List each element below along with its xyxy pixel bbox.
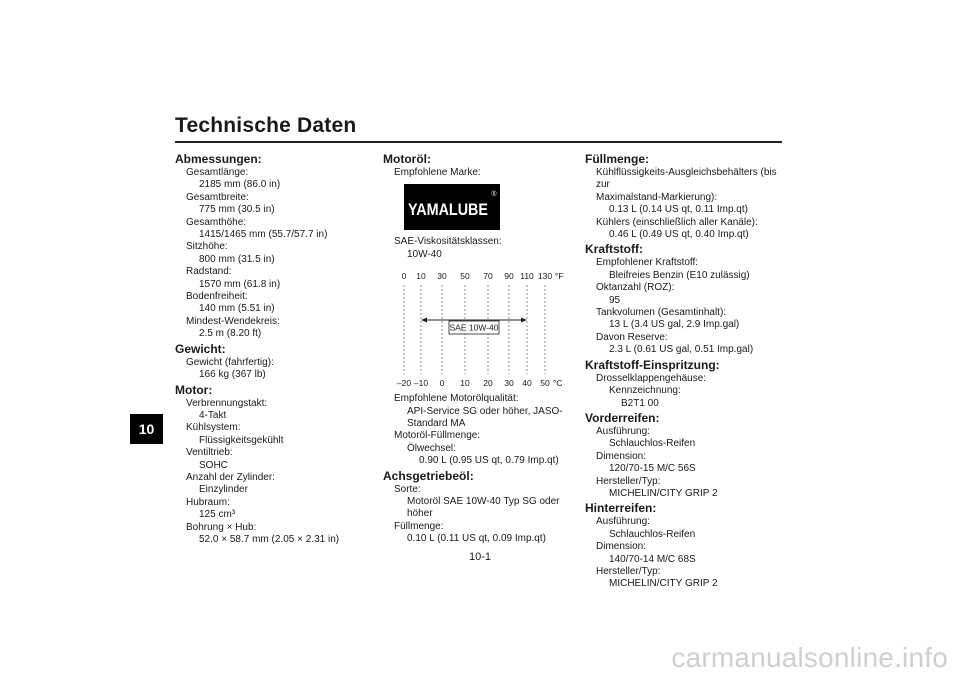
section-heading-abmessungen: Abmessungen: (175, 152, 262, 166)
spec-label: Bodenfreiheit: (186, 291, 248, 303)
page-number: 10-1 (468, 551, 492, 563)
range-arrow-right (521, 318, 527, 323)
spec-value: 0.46 L (0.49 US qt, 0.40 Imp.qt) (609, 229, 749, 241)
spec-value: Schlauchlos-Reifen (609, 528, 696, 540)
range-label: SAE 10W-40 (449, 322, 499, 333)
section-heading-achsgetriebeoel: Achsgetriebeöl: (383, 468, 474, 483)
spec-label: Empfohlener Kraftstoff: (596, 257, 699, 269)
spec-value: MICHELIN/CITY GRIP 2 (609, 578, 718, 590)
spec-value: 140/70-14 M/C 68S (609, 553, 696, 565)
viscosity-chart-svg (392, 265, 562, 389)
spec-value: 120/70-15 M/C 56S (609, 463, 696, 475)
section-heading-fuellmenge: Füllmenge: (585, 152, 650, 166)
spec-label: Dimension: (596, 450, 647, 462)
bottom-tick-label: 30 (504, 378, 514, 389)
spec-value: API-Service SG oder höher, JASO- (407, 405, 563, 417)
top-tick-label: 30 (437, 271, 447, 282)
spec-label: Ölwechsel: (407, 442, 456, 454)
section-heading-vorderreifen: Vorderreifen: (585, 410, 660, 425)
spec-label: Gesamtbreite: (186, 191, 249, 203)
spec-value: 52.0 × 58.7 mm (2.05 × 2.31 in) (199, 533, 340, 545)
spec-value: 0.13 L (0.14 US qt, 0.11 Imp.qt) (609, 204, 748, 216)
bottom-tick-label: 40 (522, 378, 532, 389)
spec-label: Kühlsystem: (186, 422, 241, 434)
spec-value: 2185 mm (86.0 in) (199, 179, 281, 191)
spec-label: Gesamtlänge: (186, 167, 249, 178)
spec-value: Standard MA (407, 418, 466, 430)
spec-value: 0.90 L (0.95 US qt, 0.79 Imp.qt) (419, 455, 559, 467)
section-heading-einspritzung: Kraftstoff-Einspritzung: (585, 357, 720, 372)
spec-label: Hersteller/Typ: (596, 565, 661, 577)
spec-label: Drosselklappengehäuse: (596, 372, 707, 384)
spec-label: SAE-Viskositätsklassen: (394, 236, 502, 248)
spec-label: Anzahl der Zylinder: (186, 471, 275, 483)
spec-label: Gesamthöhe: (186, 216, 247, 228)
spec-value: 800 mm (31.5 in) (199, 253, 275, 265)
spec-value: SOHC (199, 459, 228, 471)
bottom-tick-label: 10 (460, 378, 470, 389)
bottom-axis-unit: °C (553, 378, 563, 389)
spec-label: Radstand: (186, 266, 232, 278)
spec-label: Dimension: (596, 541, 647, 553)
section-heading-gewicht: Gewicht: (175, 341, 226, 356)
spec-label: Verbrennungstakt: (186, 397, 268, 409)
bottom-tick-label: –20 (396, 378, 412, 389)
spec-label: Davon Reserve: (596, 331, 668, 343)
top-tick-label: 50 (460, 271, 470, 282)
spec-value: 13 L (3.4 US gal, 2.9 Imp.gal) (609, 319, 740, 331)
spec-value: Einzylinder (199, 484, 248, 496)
spec-value: Flüssigkeitsgekühlt (199, 434, 284, 446)
bottom-tick-label: 20 (483, 378, 493, 389)
column-3 (585, 151, 785, 591)
spec-label: Sorte: (394, 483, 421, 495)
top-tick-label: 110 (520, 271, 534, 282)
spec-value: 4-Takt (199, 409, 227, 421)
spec-label: Ventiltrieb: (186, 447, 233, 459)
spec-label: Motoröl-Füllmenge: (394, 430, 481, 442)
spec-value: Schlauchlos-Reifen (609, 438, 696, 450)
spec-label: Kühlers (einschließlich aller Kanäle): (596, 216, 758, 228)
top-tick-label: 70 (483, 271, 493, 282)
spec-label: Füllmenge: (394, 520, 444, 532)
top-tick-label: 130 (537, 271, 553, 282)
spec-label: Sitzhöhe: (186, 241, 228, 253)
spec-value: 1570 mm (61.8 in) (199, 278, 281, 290)
logo-registered-mark: ® (491, 191, 497, 199)
spec-label: Maximalstand-Markierung): (596, 191, 718, 203)
spec-value: 2.3 L (0.61 US gal, 0.51 Imp.gal) (609, 344, 754, 356)
spec-label: Bohrung × Hub: (186, 521, 257, 533)
section-heading-hinterreifen: Hinterreifen: (585, 501, 657, 516)
spec-label: Mindest-Wendekreis: (186, 315, 280, 327)
spec-value: B2T1 00 (621, 397, 659, 409)
spec-value: MICHELIN/CITY GRIP 2 (609, 487, 718, 499)
top-tick-label: 10 (416, 271, 426, 282)
section-heading-motor: Motor: (175, 382, 213, 397)
title-divider (175, 141, 782, 143)
spec-value: Motoröl SAE 10W-40 Typ SG oder höher (407, 496, 560, 520)
spec-label: Kennzeichnung: (609, 385, 681, 397)
spec-value: 0.10 L (0.11 US qt, 0.09 Imp.qt) (407, 533, 546, 545)
spec-label: Gewicht (fahrfertig): (186, 356, 274, 368)
spec-label: Tankvolumen (Gesamtinhalt): (596, 307, 727, 319)
chapter-tab[interactable]: 10 (130, 414, 163, 444)
bottom-tick-label: 0 (439, 378, 445, 389)
spec-value: 2.5 m (8.20 ft) (199, 328, 262, 340)
bottom-tick-label: 50 (540, 378, 550, 389)
spec-label: Kühlflüssigkeits-Ausgleichsbehälters (bis zur (596, 167, 777, 191)
spec-value: 95 (609, 294, 621, 306)
spec-value: 775 mm (30.5 in) (199, 204, 275, 216)
watermark[interactable]: carmanualsonline.info (671, 642, 948, 673)
top-tick-label: 90 (504, 271, 514, 282)
section-heading-motoroel: Motoröl: (383, 152, 431, 166)
column-2 (383, 151, 578, 546)
spec-label: Empfohlene Marke: (394, 167, 481, 178)
spec-label: Ausführung: (596, 516, 650, 528)
spec-label: Hubraum: (186, 496, 230, 508)
spec-value: 1415/1465 mm (55.7/57.7 in) (199, 229, 328, 241)
spec-label: Empfohlene Motorölqualität: (394, 393, 519, 405)
spec-value: 125 cm³ (199, 509, 236, 521)
column-1 (175, 151, 365, 546)
bottom-tick-label: –10 (413, 378, 429, 389)
spec-label: Ausführung: (596, 425, 650, 437)
spec-value: 166 kg (367 lb) (199, 369, 266, 381)
spec-value: Bleifreies Benzin (E10 zulässig) (609, 269, 750, 281)
section-heading-kraftstoff: Kraftstoff: (585, 242, 643, 257)
yamalube-logo (383, 184, 578, 230)
spec-value: 140 mm (5.51 in) (199, 303, 275, 315)
viscosity-chart (392, 265, 562, 389)
top-tick-label: 0 (401, 271, 407, 282)
logo-wordmark: YAMALUBE (408, 200, 488, 220)
range-arrow-left (421, 318, 427, 323)
yamalube-logo-graphic (404, 184, 500, 230)
top-axis-unit: °F (555, 271, 564, 282)
page-title: Technische Daten (175, 114, 357, 137)
spec-label: Hersteller/Typ: (596, 475, 661, 487)
spec-value: 10W-40 (407, 248, 442, 260)
spec-label: Oktanzahl (ROZ): (596, 282, 675, 294)
